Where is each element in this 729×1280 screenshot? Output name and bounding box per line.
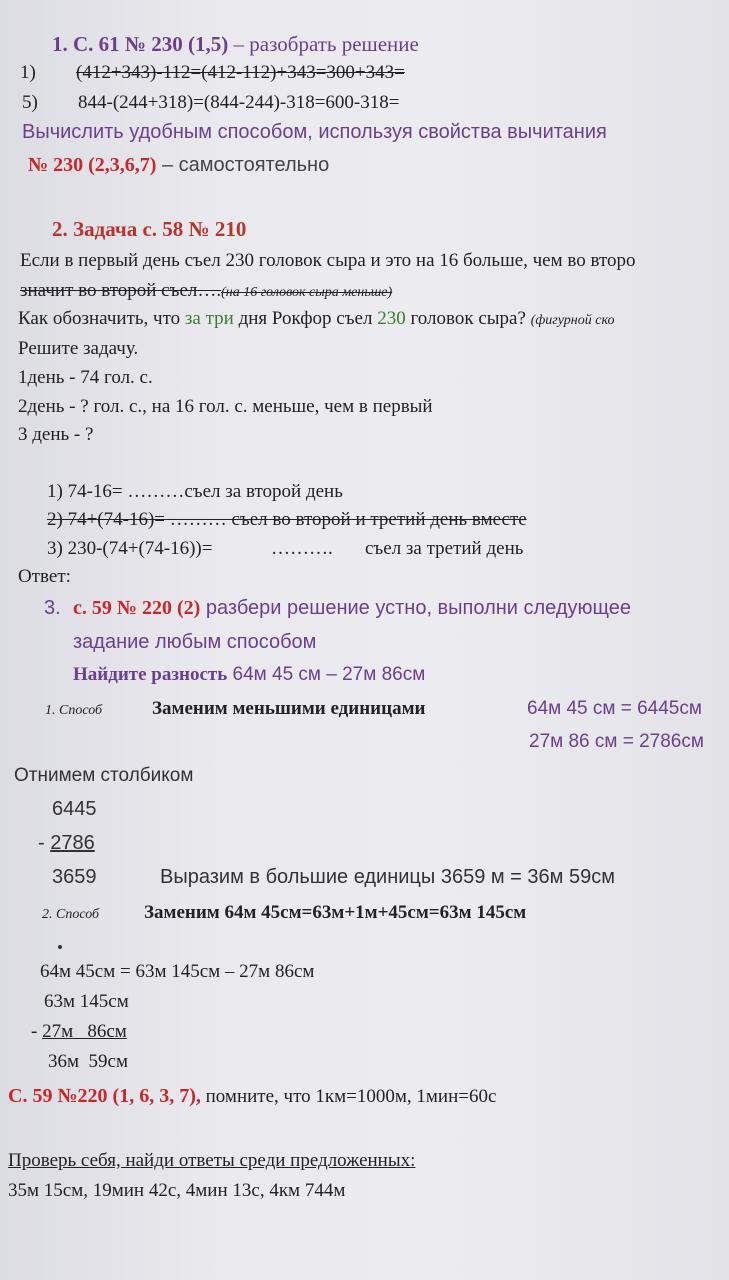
task4-reference: С. 59 №220 (1, 6, 3, 7), xyxy=(8,1085,201,1107)
step-3-text: съел за третий день xyxy=(365,538,524,559)
homework-rest: – самостоятельно xyxy=(156,154,330,176)
method2-line xyxy=(42,902,526,926)
column-result: 3659 xyxy=(52,866,97,888)
method2-label: 2. Способ xyxy=(42,907,100,922)
check-yourself: Проверь себя, найди ответы среди предложенных: xyxy=(8,1150,416,1171)
question-pre: Как обозначить, что xyxy=(18,308,185,329)
find-difference xyxy=(73,664,425,686)
example-5 xyxy=(22,92,399,114)
task2-paragraph-1: Если в первый день съел 230 головок сыра и это на 16 больше, чем во второ xyxy=(20,250,636,271)
question-three-days: за три xyxy=(184,308,234,329)
example-5-expression: 844-(244+318)=(844-244)-318=600-318= xyxy=(78,92,400,113)
method2-equation: 64м 45см = 63м 145см – 27м 86см xyxy=(40,961,315,982)
step-1: 1) 74-16= ………съел за второй день xyxy=(47,481,343,502)
task3-reference: с. 59 № 220 (2) xyxy=(73,597,201,619)
step-3-expression: 3) 230-(74+(74-16))= xyxy=(47,538,213,559)
method2-minus-sign: - xyxy=(31,1021,43,1042)
example-1 xyxy=(20,62,405,84)
example-1-number: 1) xyxy=(20,62,36,83)
method2-subtrahend-value: 27м 86см xyxy=(42,1021,127,1042)
task2-paragraph-2-note: (на 16 головок сыра меньше) xyxy=(221,285,393,300)
express-line: Выразим в большие единицы 3659 м = 36м 59см xyxy=(160,866,615,888)
step-3-dots: ………. xyxy=(271,538,333,559)
step-3 xyxy=(47,538,523,560)
task4-line xyxy=(8,1085,496,1108)
question-post: головок сыра? xyxy=(405,308,531,329)
day2-line: 2день - ? гол. с., на 16 гол. с. меньше, чем в первый xyxy=(18,396,433,417)
question-230: 230 xyxy=(377,308,406,329)
method2-subtrahend xyxy=(31,1021,127,1043)
method2-minuend: 63м 145см xyxy=(44,991,129,1012)
column-minus-sign: - xyxy=(38,832,51,854)
method1-label: 1. Способ xyxy=(45,703,103,718)
method2-title: Заменим 64м 45см=63м+1м+45см=63м 145см xyxy=(144,902,527,923)
column-minuend: 6445 xyxy=(52,798,97,820)
task3-number: 3. xyxy=(44,597,61,619)
answers-list: 35м 15см, 19мин 42с, 4мин 13с, 4км 744м xyxy=(8,1180,346,1201)
task1-title-rest: – разобрать решение xyxy=(228,32,419,56)
task3-line2: задание любым способом xyxy=(73,631,317,653)
method1-title: Заменим меньшими единицами xyxy=(152,698,426,719)
day1-line: 1день - 74 гол. с. xyxy=(18,367,153,388)
method1-equation-1: 64м 45 см = 6445см xyxy=(527,698,702,719)
example-1-expression: (412+343)-112=(412-112)+343=300+343= xyxy=(76,62,405,83)
instruction-text: Вычислить удобным способом, используя свойства вычитания xyxy=(22,121,607,143)
column-subtrahend xyxy=(38,832,95,854)
day3-line: 3 день - ? xyxy=(18,424,94,445)
stray-dot xyxy=(58,945,62,949)
task1-reference: С. 61 № 230 (1,5) xyxy=(73,32,229,56)
task1-title xyxy=(52,33,419,55)
example-5-number: 5) xyxy=(22,92,38,113)
homework-reference: № 230 (2,3,6,7) xyxy=(28,154,157,176)
task1-number: 1. xyxy=(52,32,68,56)
method1-equation-2: 27м 86 см = 2786см xyxy=(529,731,704,752)
task2-paragraph-2 xyxy=(20,280,392,304)
task3-title xyxy=(44,597,631,619)
find-difference-label: Найдите разность xyxy=(73,664,228,685)
task2-paragraph-2-main: значит во второй съел…. xyxy=(20,280,222,301)
column-title: Отнимем столбиком xyxy=(14,765,194,786)
task4-rest: помните, что 1км=1000м, 1мин=60с xyxy=(200,1086,497,1107)
task3-rest: разбери решение устно, выполни следующее xyxy=(200,597,632,619)
solve-label: Решите задачу. xyxy=(18,338,139,359)
question-note: (фигурной ско xyxy=(530,313,615,328)
answer-label: Ответ: xyxy=(18,566,71,587)
task2-title: 2. Задача с. 58 № 210 xyxy=(52,217,247,241)
method1-line xyxy=(45,698,702,722)
find-difference-value: 64м 45 см – 27м 86см xyxy=(227,664,426,685)
method2-result: 36м 59см xyxy=(48,1051,128,1072)
homework-line xyxy=(28,154,329,176)
question-mid: дня Рокфор съел xyxy=(233,308,378,329)
column-subtrahend-value: 2786 xyxy=(50,832,95,854)
task2-question xyxy=(18,308,614,332)
step-2: 2) 74+(74-16)= ……… съел во второй и третий день вместе xyxy=(47,509,527,530)
